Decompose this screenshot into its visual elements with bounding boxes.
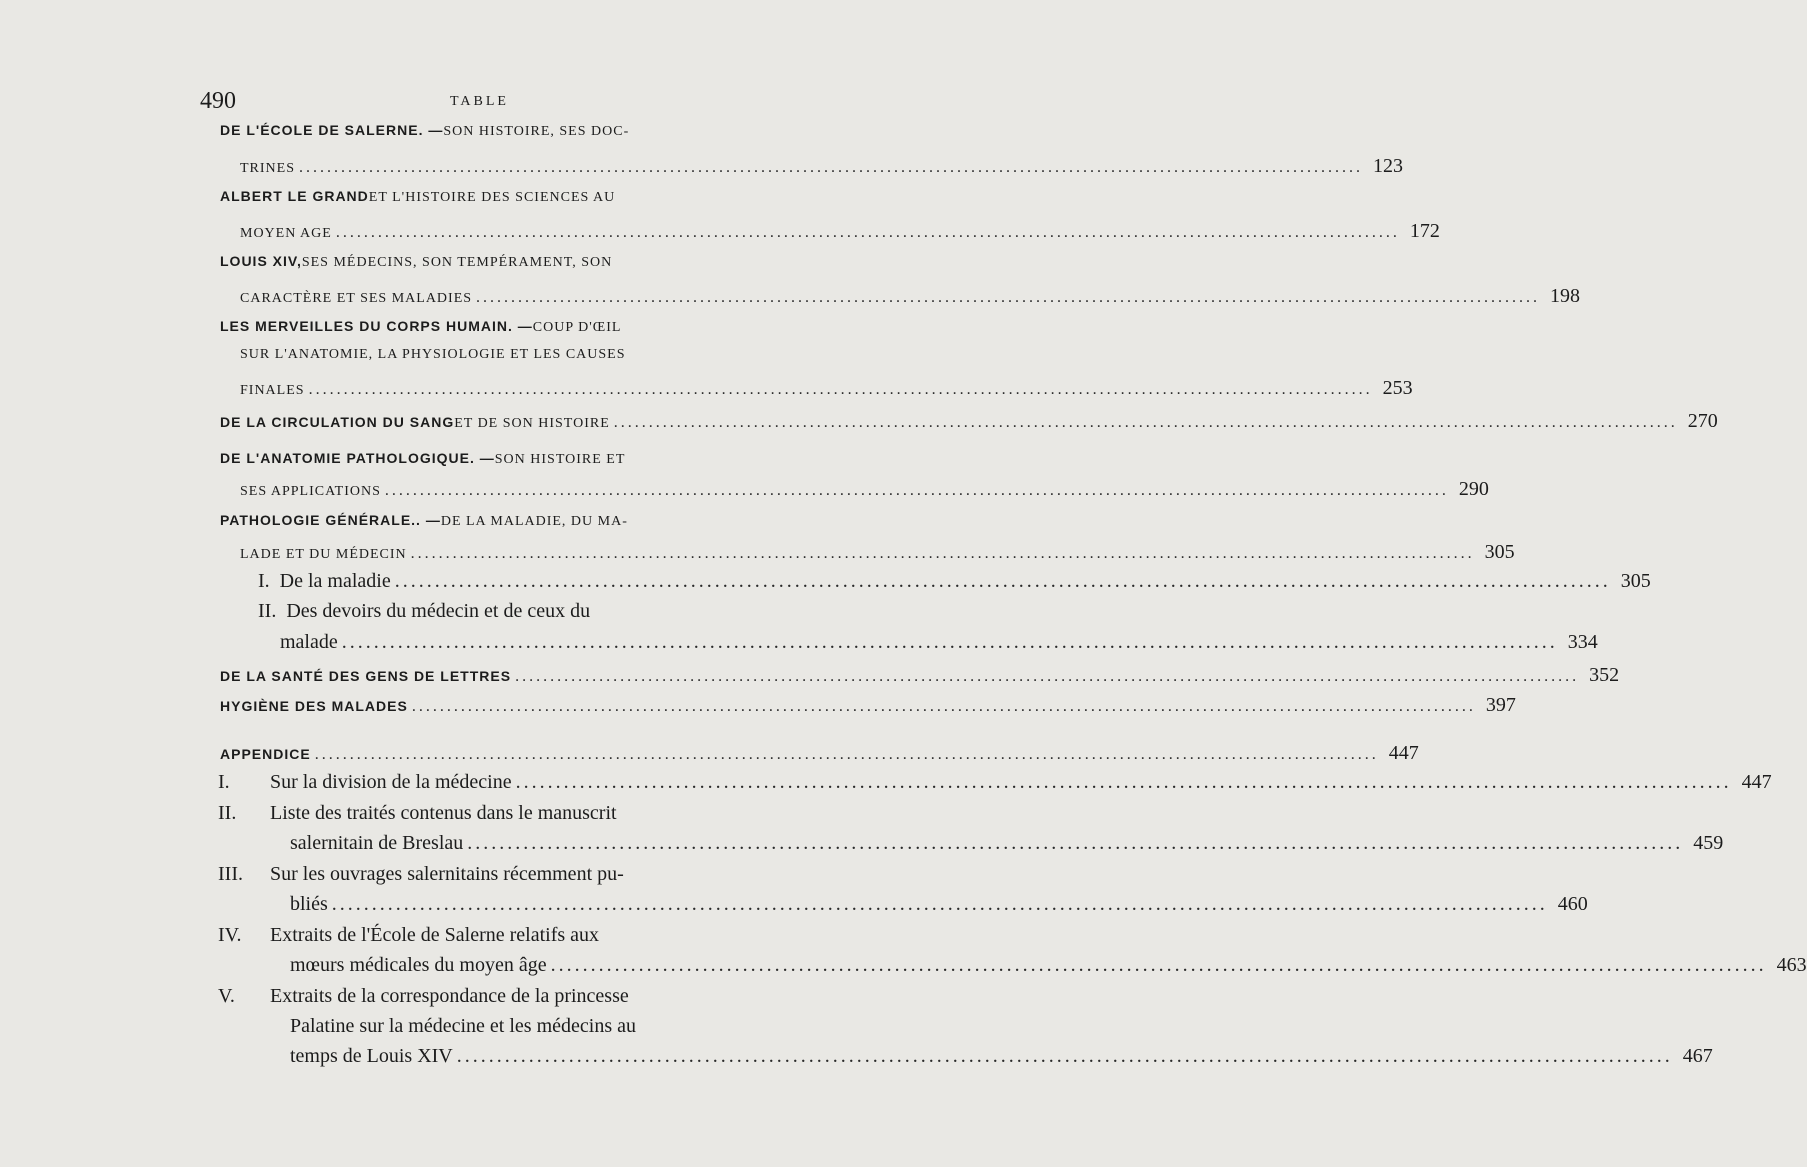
leader-dots xyxy=(315,746,1379,764)
toc-entry-line xyxy=(270,863,682,893)
toc-entry-line xyxy=(220,512,682,542)
entry-subtitle: SON HISTOIRE, SES DOC- xyxy=(443,124,630,139)
entry-page: 352 xyxy=(1589,664,1620,686)
toc-entry-line xyxy=(258,570,1651,600)
entry-numeral: III. xyxy=(218,863,243,885)
toc-entry-line xyxy=(240,377,1413,407)
toc-entry-line xyxy=(270,924,682,954)
entry-page: 397 xyxy=(1485,694,1516,716)
toc-entry-line xyxy=(220,253,682,283)
leader-dots xyxy=(467,832,1683,855)
entry-title: LES MERVEILLES DU CORPS HUMAIN. — xyxy=(220,318,533,334)
entry-subtitle: ET DE SON HISTOIRE xyxy=(454,416,610,431)
toc-entry-line xyxy=(290,893,1588,923)
entry-page: 459 xyxy=(1693,832,1724,854)
entry-numeral: II. xyxy=(258,600,277,622)
toc-entry-line xyxy=(220,694,1516,724)
entry-title: PATHOLOGIE GÉNÉRALE.. — xyxy=(220,512,441,528)
leader-dots xyxy=(309,381,1373,399)
entry-text: De la maladie xyxy=(279,570,391,592)
leader-dots xyxy=(515,668,1579,686)
entry-text: Extraits de l'École de Salerne relatifs aux xyxy=(270,924,600,946)
entry-title: ALBERT LE GRAND xyxy=(220,188,369,204)
toc-entry-line xyxy=(270,771,1772,801)
toc-entry-line xyxy=(220,410,1718,440)
entry-text: Sur les ouvrages salernitains récemment pu- xyxy=(270,863,624,885)
toc-entry-line xyxy=(240,220,1440,250)
toc-entry-line xyxy=(220,450,682,480)
entry-text: Extraits de la correspondance de la princesse xyxy=(270,985,629,1007)
entry-page: 270 xyxy=(1687,410,1718,432)
toc-entry-line xyxy=(290,954,1807,984)
toc-entry-line xyxy=(220,664,1620,694)
entry-continuation: mœurs médicales du moyen âge xyxy=(290,954,547,976)
toc-entry-line xyxy=(270,802,682,832)
page-header xyxy=(200,88,712,114)
toc-entry-line xyxy=(240,541,1515,571)
entry-numeral: II. xyxy=(218,802,237,824)
entry-continuation: salernitain de Breslau xyxy=(290,832,464,854)
entry-page: 290 xyxy=(1458,478,1489,500)
entry-title: DE LA SANTÉ DES GENS DE LETTRES xyxy=(220,668,512,684)
entry-page: 463 xyxy=(1776,954,1807,976)
toc-entry-line xyxy=(240,155,1403,185)
leader-dots xyxy=(614,414,1678,432)
toc-entry-line xyxy=(220,122,682,152)
appendix-title: APPENDICE xyxy=(220,746,311,762)
entry-continuation: FINALES xyxy=(240,383,305,398)
toc-entry-line xyxy=(270,985,682,1015)
entry-continuation: bliés xyxy=(290,893,328,915)
entry-subtitle: SON HISTOIRE ET xyxy=(494,452,626,467)
leader-dots xyxy=(395,570,1611,593)
entry-numeral: I. xyxy=(218,771,230,793)
page-number: 490 xyxy=(200,88,236,114)
toc-entry-line xyxy=(280,631,1598,661)
entry-continuation: CARACTÈRE ET SES MALADIES xyxy=(240,291,473,306)
leader-dots xyxy=(336,224,1400,242)
entry-continuation: MOYEN AGE xyxy=(240,226,332,241)
entry-continuation: Palatine sur la médecine et les médecins au xyxy=(290,1015,636,1037)
toc-entry-line xyxy=(290,1045,1713,1075)
entry-continuation: TRINES xyxy=(240,161,295,176)
toc-entry-line xyxy=(220,188,682,218)
leader-dots xyxy=(332,893,1548,916)
toc-entry-line xyxy=(240,347,682,377)
leader-dots xyxy=(516,771,1732,794)
entry-page: 253 xyxy=(1382,377,1413,399)
running-head: TABLE xyxy=(450,94,509,109)
entry-page: 305 xyxy=(1484,541,1515,563)
entry-continuation: LADE ET DU MÉDECIN xyxy=(240,547,407,562)
entry-title: LOUIS XIV, xyxy=(220,253,302,269)
entry-page: 172 xyxy=(1409,220,1440,242)
entry-subtitle: SES MÉDECINS, SON TEMPÉRAMENT, SON xyxy=(301,255,613,270)
entry-page: 447 xyxy=(1741,771,1772,793)
entry-page: 447 xyxy=(1388,742,1419,764)
entry-title: DE L'ÉCOLE DE SALERNE. — xyxy=(220,122,444,138)
leader-dots xyxy=(412,698,1476,716)
entry-title: DE L'ANATOMIE PATHOLOGIQUE. — xyxy=(220,450,495,466)
toc-entry-line xyxy=(290,1015,682,1045)
entry-continuation: temps de Louis XIV xyxy=(290,1045,453,1067)
entry-numeral: I. xyxy=(258,570,270,592)
entry-subtitle: DE LA MALADIE, DU MA- xyxy=(440,514,628,529)
toc-entry-line xyxy=(290,832,1724,862)
leader-dots xyxy=(411,545,1475,563)
toc-entry-line xyxy=(240,285,1581,315)
toc-entry-line xyxy=(240,478,1489,508)
entry-page: 123 xyxy=(1373,155,1403,177)
leader-dots xyxy=(476,289,1540,307)
entry-page: 467 xyxy=(1682,1045,1713,1067)
entry-numeral: V. xyxy=(218,985,235,1007)
leader-dots xyxy=(299,159,1363,177)
entry-text: Des devoirs du médecin et de ceux du xyxy=(286,600,591,622)
entry-subtitle: COUP D'ŒIL xyxy=(532,320,622,335)
toc-entry-line xyxy=(220,318,682,348)
entry-subtitle: ET L'HISTOIRE DES SCIENCES AU xyxy=(368,190,616,205)
entry-numeral: IV. xyxy=(218,924,242,946)
entry-page: 305 xyxy=(1620,570,1651,592)
leader-dots xyxy=(457,1045,1673,1068)
entry-text: Liste des traités contenus dans le manuscrit xyxy=(270,802,617,824)
entry-page: 198 xyxy=(1550,285,1581,307)
toc-entry-line xyxy=(258,600,682,630)
toc-entry-line xyxy=(220,742,1419,772)
leader-dots xyxy=(551,954,1767,977)
entry-continuation: SUR L'ANATOMIE, LA PHYSIOLOGIE ET LES CAUSES xyxy=(240,347,626,362)
entry-continuation: SES APPLICATIONS xyxy=(240,484,381,499)
entry-title: HYGIÈNE DES MALADES xyxy=(220,698,408,714)
entry-title: DE LA CIRCULATION DU SANG xyxy=(220,414,455,430)
entry-text: Sur la division de la médecine xyxy=(270,771,512,793)
entry-page: 460 xyxy=(1557,893,1588,915)
entry-continuation: malade xyxy=(280,631,338,653)
entry-page: 334 xyxy=(1567,631,1598,653)
leader-dots xyxy=(342,631,1558,654)
leader-dots xyxy=(385,482,1449,500)
